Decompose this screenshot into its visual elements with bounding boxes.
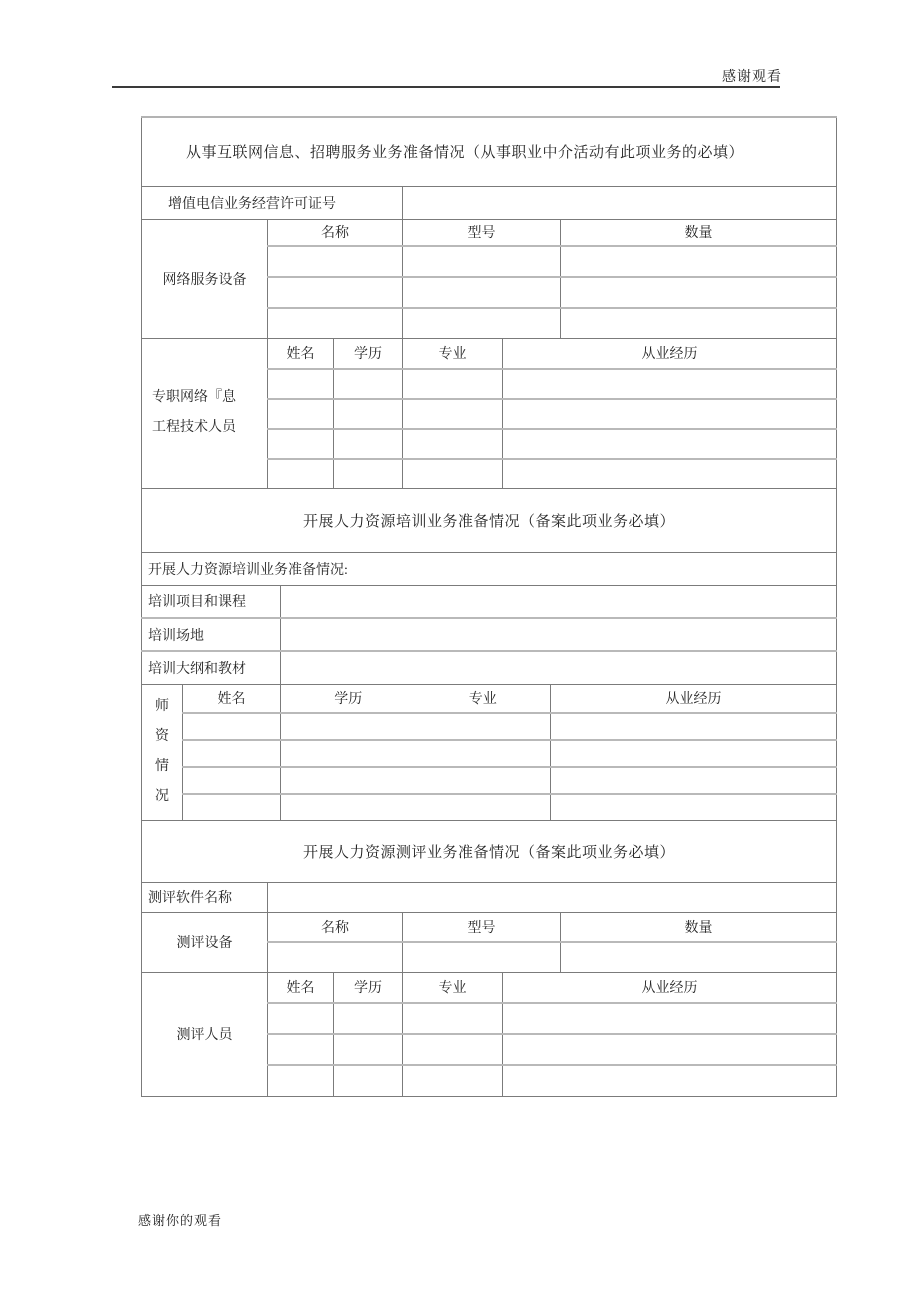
training-project-input-cell[interactable]: [281, 585, 837, 618]
teacher-edu-major-input-cell[interactable]: [281, 794, 551, 820]
staff-col-name: 姓名: [268, 338, 334, 369]
assessment-device-name-input-cell[interactable]: [268, 942, 403, 972]
device-col-name: 名称: [268, 219, 403, 246]
assessment-device-model-input-cell[interactable]: [403, 942, 561, 972]
teacher-col-exp: 从业经历: [551, 684, 837, 713]
training-project-label: 培训项目和课程: [142, 585, 281, 618]
staff-major-input-cell[interactable]: [403, 369, 503, 399]
staff-col-exp: 从业经历: [503, 338, 837, 369]
assessment-staff-major-input-cell[interactable]: [403, 1003, 503, 1034]
assessment-staff-label: 测评人员: [142, 972, 268, 1096]
assessment-staff-exp-input-cell[interactable]: [503, 1065, 837, 1096]
staff-col-major: 专业: [403, 338, 503, 369]
teacher-exp-input-cell[interactable]: [551, 767, 837, 794]
staff-exp-input-cell[interactable]: [503, 459, 837, 488]
staff-exp-input-cell[interactable]: [503, 429, 837, 459]
assessment-device-label: 测评设备: [142, 912, 268, 972]
assessment-staff-col-name: 姓名: [268, 972, 334, 1003]
assessment-software-label: 测评软件名称: [142, 882, 268, 912]
teacher-pool-label: [142, 684, 183, 820]
device-qty-input-cell[interactable]: [561, 308, 837, 338]
training-table: [141, 488, 837, 821]
assessment-device-col-qty: 数量: [561, 912, 837, 942]
device-name-input-cell[interactable]: [268, 308, 403, 338]
internet-service-table: [141, 116, 837, 489]
teacher-label-char: 情: [155, 759, 169, 774]
header-rule: [112, 86, 780, 88]
staff-exp-input-cell[interactable]: [503, 369, 837, 399]
staff-exp-input-cell[interactable]: [503, 399, 837, 429]
assessment-device-col-model: 型号: [403, 912, 561, 942]
device-model-input-cell[interactable]: [403, 277, 561, 308]
teacher-col-major: 专业: [468, 692, 497, 708]
assessment-staff-name-input-cell[interactable]: [268, 1034, 334, 1065]
assessment-section-title: 开展人力资源测评业务准备情况（备案此项业务必填）: [142, 820, 837, 882]
teacher-edu-major-input-cell[interactable]: [281, 740, 551, 767]
form-table-area: [141, 116, 836, 1097]
training-syllabus-label: 培训大纲和教材: [142, 651, 281, 684]
network-device-label: 网络服务设备: [142, 219, 268, 338]
device-col-model: 型号: [403, 219, 561, 246]
device-model-input-cell[interactable]: [403, 308, 561, 338]
teacher-name-input-cell[interactable]: [183, 794, 281, 820]
network-staff-label-line2: 工程技术人员: [152, 420, 236, 435]
assessment-software-input-cell[interactable]: [268, 882, 837, 912]
assessment-staff-edu-input-cell[interactable]: [334, 1034, 403, 1065]
assessment-staff-exp-input-cell[interactable]: [503, 1003, 837, 1034]
teacher-label-char: 况: [155, 789, 169, 804]
device-col-qty: 数量: [561, 219, 837, 246]
staff-name-input-cell[interactable]: [268, 369, 334, 399]
device-name-input-cell[interactable]: [268, 277, 403, 308]
header-note: 感谢观看: [722, 70, 782, 85]
staff-major-input-cell[interactable]: [403, 399, 503, 429]
assessment-staff-col-edu: 学历: [334, 972, 403, 1003]
staff-name-input-cell[interactable]: [268, 459, 334, 488]
assessment-staff-col-exp: 从业经历: [503, 972, 837, 1003]
teacher-col-edu: 学历: [334, 692, 363, 708]
staff-major-input-cell[interactable]: [403, 429, 503, 459]
staff-major-input-cell[interactable]: [403, 459, 503, 488]
internet-section-title: 从事互联网信息、招聘服务业务准备情况（从事职业中介活动有此项业务的必填）: [142, 117, 837, 186]
staff-edu-input-cell[interactable]: [334, 459, 403, 488]
teacher-edu-major-input-cell[interactable]: [281, 767, 551, 794]
staff-edu-input-cell[interactable]: [334, 399, 403, 429]
teacher-label-char: 师: [155, 699, 169, 714]
teacher-name-input-cell[interactable]: [183, 767, 281, 794]
training-section-title: 开展人力资源培训业务准备情况（备案此项业务必填）: [142, 488, 837, 552]
device-qty-input-cell[interactable]: [561, 277, 837, 308]
training-note-row: 开展人力资源培训业务准备情况:: [142, 552, 837, 585]
assessment-staff-major-input-cell[interactable]: [403, 1065, 503, 1096]
assessment-staff-col-major: 专业: [403, 972, 503, 1003]
teacher-edu-major-input-cell[interactable]: [281, 713, 551, 740]
staff-name-input-cell[interactable]: [268, 429, 334, 459]
teacher-col-edu-major: [281, 684, 551, 713]
assessment-staff-name-input-cell[interactable]: [268, 1065, 334, 1096]
assessment-device-col-name: 名称: [268, 912, 403, 942]
staff-edu-input-cell[interactable]: [334, 369, 403, 399]
staff-name-input-cell[interactable]: [268, 399, 334, 429]
training-venue-input-cell[interactable]: [281, 618, 837, 651]
assessment-device-qty-input-cell[interactable]: [561, 942, 837, 972]
teacher-exp-input-cell[interactable]: [551, 713, 837, 740]
assessment-staff-exp-input-cell[interactable]: [503, 1034, 837, 1065]
footer-note: 感谢你的观看: [138, 1213, 223, 1228]
assessment-table: [141, 820, 837, 1097]
assessment-staff-edu-input-cell[interactable]: [334, 1003, 403, 1034]
assessment-staff-edu-input-cell[interactable]: [334, 1065, 403, 1096]
teacher-exp-input-cell[interactable]: [551, 794, 837, 820]
training-syllabus-input-cell[interactable]: [281, 651, 837, 684]
training-venue-label: 培训场地: [142, 618, 281, 651]
assessment-staff-major-input-cell[interactable]: [403, 1034, 503, 1065]
staff-col-edu: 学历: [334, 338, 403, 369]
device-qty-input-cell[interactable]: [561, 246, 837, 277]
teacher-col-name: 姓名: [183, 684, 281, 713]
device-name-input-cell[interactable]: [268, 246, 403, 277]
teacher-label-char: 资: [155, 729, 169, 744]
assessment-staff-name-input-cell[interactable]: [268, 1003, 334, 1034]
telecom-license-input-cell[interactable]: [403, 186, 837, 219]
staff-edu-input-cell[interactable]: [334, 429, 403, 459]
telecom-license-label: 增值电信业务经营许可证号: [142, 186, 403, 219]
device-model-input-cell[interactable]: [403, 246, 561, 277]
network-staff-label: [142, 338, 268, 488]
teacher-exp-input-cell[interactable]: [551, 740, 837, 767]
network-staff-label-line1: 专职网络『息: [152, 390, 236, 405]
teacher-name-input-cell[interactable]: [183, 713, 281, 740]
teacher-name-input-cell[interactable]: [183, 740, 281, 767]
